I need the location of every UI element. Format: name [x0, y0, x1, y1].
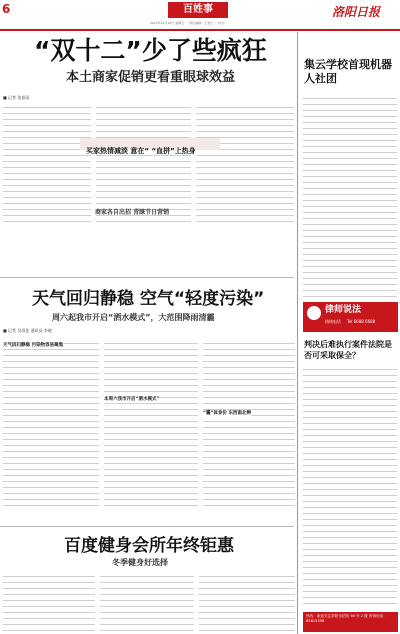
- box-subhead: 商家各自出招 青睐节日营销: [95, 209, 170, 216]
- page-number: 6: [2, 2, 11, 16]
- lawyer-phone-label: 热线电话: [325, 319, 341, 324]
- box-title-line: 买家热情减淡 意在“: [86, 147, 152, 155]
- meta-line: 2013年12月13日 星期五 ｜ 责任编辑：王金红 ｜ 校对：: [150, 21, 228, 25]
- weather-body-2: [104, 340, 198, 510]
- sidebar-ad-banner: [303, 612, 398, 632]
- sidebar-ad-text: 热线：欢迎关注洛阳市法院 36 号 2 楼 咨询电话：65815398: [306, 614, 387, 623]
- main-bottom-rule: [0, 277, 294, 278]
- masthead: 洛阳日报: [332, 5, 381, 19]
- weather-headline: 天气回归静稳 空气“轻度污染”: [32, 289, 265, 309]
- main-body-column-2: [96, 104, 191, 224]
- sidebar-headline-text: 集云学校首现机器人社团: [304, 58, 392, 85]
- bottom-body-3: [199, 573, 295, 631]
- main-body-column-3: [196, 104, 294, 224]
- gavel-icon: [307, 306, 321, 320]
- sidebar-question: [304, 339, 398, 361]
- sidebar-headline: [304, 58, 398, 86]
- weather-bottom-rule: [0, 526, 294, 527]
- sidebar-body-1: [303, 95, 397, 297]
- weather-subhead-1: 天气回归静稳 污染物容易聚集: [3, 343, 64, 348]
- section-title: 百姓事: [183, 4, 213, 15]
- weather-body-1: [3, 340, 99, 510]
- bottom-body-1: [3, 573, 95, 631]
- box-title: [80, 138, 220, 155]
- weather-deck: 周六起我市开启“洒水模式”，大范围降雨清霾: [52, 313, 215, 322]
- lawyer-phone: Tel 6688 6688: [347, 319, 376, 324]
- header-rule: [0, 29, 400, 31]
- lawyer-box: [303, 302, 398, 332]
- sidebar-question-text: 判决后难执行案件法院是否可采取保全？: [304, 340, 392, 360]
- weather-subhead-2: 本周六我市开启“洒水模式”: [104, 397, 160, 402]
- main-headline: “双十二”少了些疯狂: [34, 36, 267, 65]
- main-body-column-1: [3, 104, 91, 224]
- section-badge: [168, 2, 228, 18]
- main-byline: ■ 记者 张思雨: [3, 95, 30, 100]
- bottom-headline: 百度健身会所年终钜惠: [64, 536, 234, 556]
- sidebar-body-2: [303, 366, 397, 606]
- box-title-tail: 上热身: [174, 147, 196, 155]
- bottom-deck: 冬季健身好选择: [112, 558, 168, 567]
- box-title-emph: “血拼”: [151, 147, 175, 155]
- main-deck: 本土商家促销更看重眼球效益: [66, 70, 236, 85]
- lawyer-box-title: 律师说法: [325, 305, 362, 315]
- sidebar-divider: [297, 32, 298, 634]
- weather-byline: ■ 记者 吴雨佳 通讯员 李晓: [3, 328, 52, 333]
- bottom-body-2: [100, 573, 194, 631]
- weather-subhead-3: “霾”体身份 东西南北辨: [203, 411, 251, 416]
- weather-body-3: [203, 340, 295, 510]
